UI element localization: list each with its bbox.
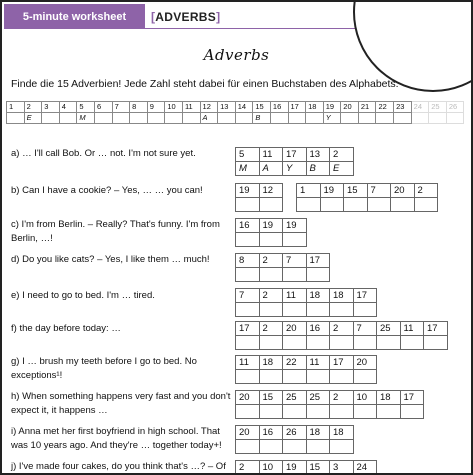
question-d: d) Do you like cats? – Yes, I like them … much! xyxy=(11,254,210,265)
answer-letter[interactable]: Y xyxy=(283,162,307,176)
answer-letter[interactable] xyxy=(330,303,354,317)
key-number: 23 xyxy=(394,102,412,113)
key-number: 1 xyxy=(7,102,25,113)
answer-number: 11 xyxy=(306,356,330,370)
answer-number: 15 xyxy=(259,391,283,405)
answer-letter[interactable] xyxy=(259,440,283,454)
answer-gap xyxy=(283,184,297,198)
answer-number: 20 xyxy=(391,184,415,198)
answer-letter[interactable] xyxy=(283,336,307,350)
answer-number: 16 xyxy=(259,426,283,440)
answer-number-row xyxy=(236,184,438,198)
answer-number: 17 xyxy=(400,391,424,405)
answer-number: 2 xyxy=(330,391,354,405)
key-number: 18 xyxy=(306,102,324,113)
key-letter[interactable] xyxy=(59,113,77,124)
answer-number: 20 xyxy=(353,356,377,370)
key-number: 10 xyxy=(165,102,183,113)
answer-letter[interactable] xyxy=(236,405,260,419)
writing-hand-icon xyxy=(440,0,473,6)
answer-letter[interactable]: B xyxy=(306,162,330,176)
answer-number: 16 xyxy=(306,322,330,336)
answer-number: 2 xyxy=(259,289,283,303)
key-letter[interactable] xyxy=(112,113,130,124)
answer-letter-row xyxy=(236,233,307,247)
answer-letter[interactable] xyxy=(283,440,307,454)
answer-number: 2 xyxy=(414,184,438,198)
answer-gap xyxy=(283,198,297,212)
answer-letter-row xyxy=(236,405,424,419)
question-f: f) the day before today: … xyxy=(11,323,121,334)
answer-letter[interactable] xyxy=(236,303,260,317)
answer-number: 18 xyxy=(306,289,330,303)
answer-letter[interactable] xyxy=(353,370,377,384)
answer-number: 11 xyxy=(259,148,283,162)
answer-number: 1 xyxy=(297,184,321,198)
answer-number: 2 xyxy=(259,254,283,268)
key-number: 3 xyxy=(42,102,60,113)
instruction-text: Finde die 15 Adverbien! Jede Zahl steht dabei für einen Buchstaben des Alphabets. xyxy=(11,78,399,90)
answer-letter[interactable] xyxy=(283,303,307,317)
key-letter[interactable]: Y xyxy=(323,113,341,124)
answer-letter[interactable]: E xyxy=(330,162,354,176)
answer-number: 25 xyxy=(283,391,307,405)
title-text: ADVERBS xyxy=(155,9,217,24)
key-letter[interactable] xyxy=(7,113,25,124)
answer-grid-a xyxy=(235,147,354,176)
answer-letter[interactable] xyxy=(306,303,330,317)
answer-number: 7 xyxy=(353,322,377,336)
answer-number: 20 xyxy=(236,426,260,440)
answer-letter-row xyxy=(236,303,377,317)
key-number: 15 xyxy=(253,102,271,113)
answer-number-row xyxy=(236,254,330,268)
answer-number: 2 xyxy=(259,322,283,336)
answer-number-row xyxy=(236,148,354,162)
answer-letter[interactable] xyxy=(259,198,283,212)
answer-number: 15 xyxy=(344,184,368,198)
key-letter[interactable] xyxy=(94,113,112,124)
answer-letter[interactable] xyxy=(320,198,344,212)
alphabet-key-table xyxy=(6,101,464,124)
key-letter[interactable] xyxy=(341,113,359,124)
key-letter[interactable] xyxy=(288,113,306,124)
key-number: 26 xyxy=(446,102,464,113)
answer-letter-row xyxy=(236,370,377,384)
answer-number-row xyxy=(236,461,377,475)
answer-letter[interactable] xyxy=(259,303,283,317)
key-letter[interactable] xyxy=(411,113,429,124)
answer-number: 17 xyxy=(424,322,448,336)
answer-number: 19 xyxy=(283,461,307,475)
key-number: 21 xyxy=(358,102,376,113)
key-letter[interactable] xyxy=(358,113,376,124)
answer-number: 16 xyxy=(236,219,260,233)
answer-number: 19 xyxy=(259,219,283,233)
answer-letter[interactable]: M xyxy=(236,162,260,176)
key-number: 5 xyxy=(77,102,95,113)
answer-number: 3 xyxy=(330,461,354,475)
worksheet-tag: 5-minute worksheet xyxy=(4,4,145,29)
answer-number: 17 xyxy=(283,148,307,162)
answer-letter[interactable] xyxy=(306,268,330,282)
answer-number: 12 xyxy=(259,184,283,198)
answer-number-row xyxy=(236,391,424,405)
key-number: 20 xyxy=(341,102,359,113)
key-letter[interactable] xyxy=(165,113,183,124)
answer-letter[interactable] xyxy=(297,198,321,212)
answer-number: 5 xyxy=(236,148,260,162)
answer-letter[interactable] xyxy=(330,405,354,419)
key-letter[interactable] xyxy=(429,113,447,124)
answer-number-row xyxy=(236,426,354,440)
key-number: 8 xyxy=(130,102,148,113)
answer-letter[interactable] xyxy=(283,233,307,247)
answer-letter-row xyxy=(236,440,354,454)
key-letter[interactable] xyxy=(306,113,324,124)
answer-grid-g xyxy=(235,355,377,384)
answer-letter[interactable] xyxy=(236,440,260,454)
key-number: 11 xyxy=(182,102,200,113)
answer-letter-row xyxy=(236,268,330,282)
header-underline xyxy=(145,28,385,29)
answer-letter[interactable] xyxy=(400,405,424,419)
answer-number: 11 xyxy=(400,322,424,336)
answer-letter[interactable] xyxy=(330,336,354,350)
key-number-row xyxy=(7,102,464,113)
answer-number: 17 xyxy=(306,254,330,268)
answer-letter[interactable] xyxy=(259,336,283,350)
answer-number: 25 xyxy=(306,391,330,405)
answer-letter[interactable] xyxy=(236,198,260,212)
answer-number: 20 xyxy=(283,322,307,336)
answer-number: 10 xyxy=(259,461,283,475)
answer-letter-row xyxy=(236,336,448,350)
key-number: 4 xyxy=(59,102,77,113)
question-h: h) When something happens very fast and you don't expect it, it happens … xyxy=(11,391,231,416)
key-number: 17 xyxy=(288,102,306,113)
answer-number: 18 xyxy=(330,289,354,303)
answer-letter[interactable] xyxy=(353,336,377,350)
key-number: 13 xyxy=(218,102,236,113)
answer-letter[interactable] xyxy=(306,370,330,384)
answer-number: 20 xyxy=(236,391,260,405)
answer-number: 22 xyxy=(283,356,307,370)
answer-number: 2 xyxy=(236,461,260,475)
answer-number: 24 xyxy=(353,461,377,475)
key-number: 24 xyxy=(411,102,429,113)
key-letter[interactable]: A xyxy=(200,113,218,124)
answer-letter[interactable] xyxy=(330,440,354,454)
answer-number-row xyxy=(236,289,377,303)
answer-grid-c xyxy=(235,218,307,247)
answer-letter-row xyxy=(236,198,438,212)
answer-letter[interactable] xyxy=(353,405,377,419)
page-heading: Adverbs xyxy=(203,46,270,64)
answer-letter[interactable] xyxy=(414,198,438,212)
answer-number: 11 xyxy=(236,356,260,370)
answer-number-row xyxy=(236,219,307,233)
answer-grid-f xyxy=(235,321,448,350)
answer-letter[interactable] xyxy=(283,370,307,384)
answer-number: 7 xyxy=(367,184,391,198)
answer-grid-e xyxy=(235,288,377,317)
answer-number: 19 xyxy=(236,184,260,198)
key-number: 25 xyxy=(429,102,447,113)
answer-letter[interactable] xyxy=(306,440,330,454)
answer-number: 18 xyxy=(259,356,283,370)
title-bracket-close: ] xyxy=(216,9,221,24)
answer-letter[interactable] xyxy=(400,336,424,350)
answer-grid-b xyxy=(235,183,438,212)
answer-number: 2 xyxy=(330,322,354,336)
answer-number: 10 xyxy=(353,391,377,405)
answer-letter[interactable] xyxy=(236,268,260,282)
key-letter[interactable]: E xyxy=(24,113,42,124)
question-a: a) … I'll call Bob. Or … not. I'm not sure yet. xyxy=(11,148,196,159)
key-letter[interactable] xyxy=(182,113,200,124)
answer-letter-row xyxy=(236,162,354,176)
answer-number: 15 xyxy=(306,461,330,475)
answer-number: 19 xyxy=(283,219,307,233)
key-number: 22 xyxy=(376,102,394,113)
answer-letter[interactable] xyxy=(424,336,448,350)
answer-letter[interactable] xyxy=(236,233,260,247)
answer-letter[interactable]: A xyxy=(259,162,283,176)
answer-number: 17 xyxy=(330,356,354,370)
answer-number-row xyxy=(236,322,448,336)
answer-letter[interactable] xyxy=(259,268,283,282)
answer-letter[interactable] xyxy=(367,198,391,212)
key-letter[interactable] xyxy=(130,113,148,124)
answer-letter[interactable] xyxy=(377,405,401,419)
answer-number: 7 xyxy=(283,254,307,268)
answer-letter[interactable] xyxy=(283,268,307,282)
answer-grid-i xyxy=(235,425,354,454)
key-letter[interactable] xyxy=(42,113,60,124)
key-letter[interactable] xyxy=(270,113,288,124)
answer-letter[interactable] xyxy=(330,370,354,384)
key-letter[interactable]: B xyxy=(253,113,271,124)
worksheet-title xyxy=(145,4,220,29)
answer-letter[interactable] xyxy=(283,405,307,419)
answer-letter[interactable] xyxy=(236,370,260,384)
answer-letter[interactable] xyxy=(306,336,330,350)
answer-letter[interactable] xyxy=(259,405,283,419)
answer-number: 8 xyxy=(236,254,260,268)
question-c: c) I'm from Berlin. – Really? That's funny. I'm from Berlin, …! xyxy=(11,219,220,244)
question-e: e) I need to go to bed. I'm … tired. xyxy=(11,290,155,301)
key-number: 7 xyxy=(112,102,130,113)
answer-letter[interactable] xyxy=(344,198,368,212)
key-number: 6 xyxy=(94,102,112,113)
answer-grid-j xyxy=(235,460,377,475)
question-g: g) I … brush my teeth before I go to bed. No exceptions¹! xyxy=(11,356,197,381)
key-number: 16 xyxy=(270,102,288,113)
question-b: b) Can I have a cookie? – Yes, … … you can! xyxy=(11,185,203,196)
key-letter[interactable] xyxy=(376,113,394,124)
answer-letter[interactable] xyxy=(236,336,260,350)
answer-number: 26 xyxy=(283,426,307,440)
key-number: 14 xyxy=(235,102,253,113)
question-i: i) Anna met her first boyfriend in high school. That was 10 years ago. And they're … together today+! xyxy=(11,426,222,451)
key-number: 19 xyxy=(323,102,341,113)
answer-number: 13 xyxy=(306,148,330,162)
key-number: 2 xyxy=(24,102,42,113)
answer-letter[interactable] xyxy=(259,233,283,247)
answer-number: 17 xyxy=(353,289,377,303)
key-number: 9 xyxy=(147,102,165,113)
title-bracket-open: [ xyxy=(151,9,156,24)
key-letter[interactable] xyxy=(147,113,165,124)
key-letter[interactable] xyxy=(218,113,236,124)
answer-number-row xyxy=(236,356,377,370)
answer-letter[interactable] xyxy=(377,336,401,350)
answer-letter[interactable] xyxy=(391,198,415,212)
answer-grid-d xyxy=(235,253,330,282)
key-letter[interactable]: M xyxy=(77,113,95,124)
answer-number: 18 xyxy=(306,426,330,440)
answer-grid-h xyxy=(235,390,424,419)
answer-number: 25 xyxy=(377,322,401,336)
answer-letter[interactable] xyxy=(353,303,377,317)
key-letter[interactable] xyxy=(394,113,412,124)
key-letter[interactable] xyxy=(446,113,464,124)
answer-number: 17 xyxy=(236,322,260,336)
answer-number: 18 xyxy=(330,426,354,440)
answer-number: 19 xyxy=(320,184,344,198)
answer-letter[interactable] xyxy=(259,370,283,384)
answer-number: 18 xyxy=(377,391,401,405)
answer-number: 11 xyxy=(283,289,307,303)
key-letter-row xyxy=(7,113,464,124)
answer-number: 7 xyxy=(236,289,260,303)
answer-letter[interactable] xyxy=(306,405,330,419)
key-letter[interactable] xyxy=(235,113,253,124)
question-j: j) I've made four cakes, do you think that's …? – Of xyxy=(11,461,226,472)
answer-number: 2 xyxy=(330,148,354,162)
key-number: 12 xyxy=(200,102,218,113)
